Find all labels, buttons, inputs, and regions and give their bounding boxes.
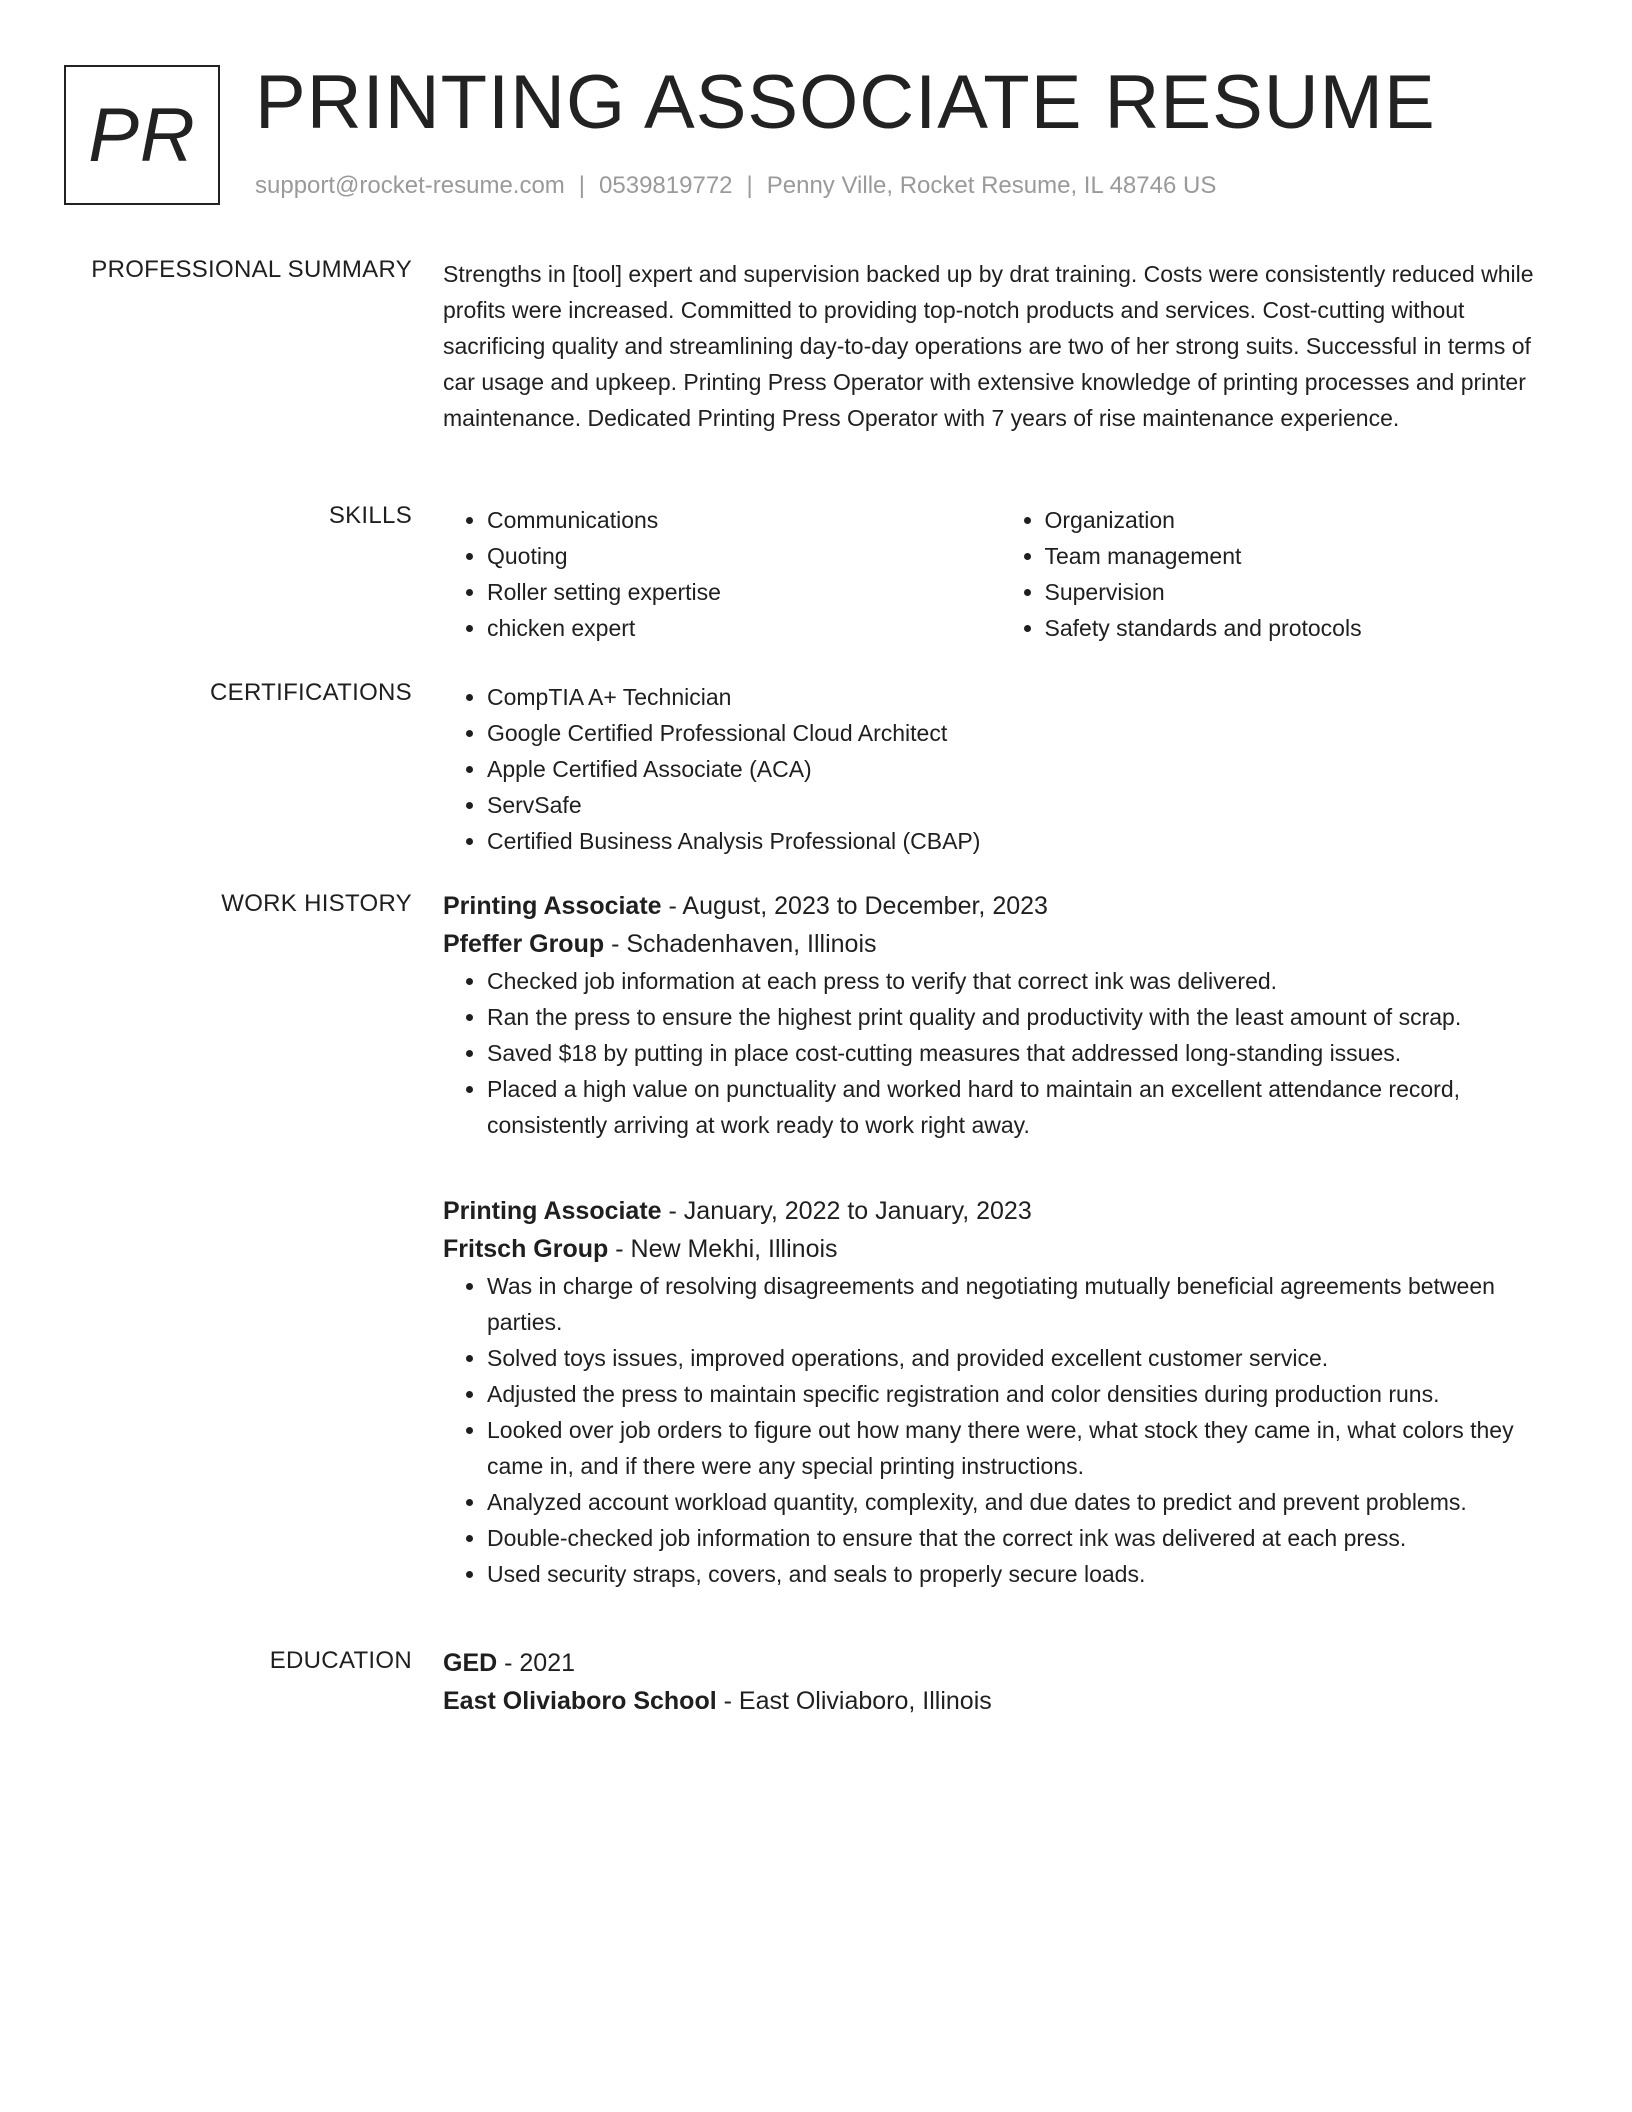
list-item: • Checked job information at each press to verify that correct ink was delivered. [487, 963, 1558, 999]
skills-list-left [443, 502, 1001, 646]
list-item: • Ran the press to ensure the highest print quality and productivity with the least amount of scrap. [487, 999, 1558, 1035]
job-company-line [443, 925, 1558, 963]
list-item: • ServSafe [487, 787, 1558, 823]
job-dates: - January, 2022 to January, 2023 [661, 1197, 1032, 1225]
list-item: • Team management [1045, 538, 1559, 574]
list-item: • Organization [1045, 502, 1559, 538]
job-company: Fritsch Group [443, 1235, 609, 1263]
job-entry [443, 887, 1558, 1143]
job-title-line [443, 1192, 1558, 1230]
list-item: • Roller setting expertise [487, 574, 1001, 610]
page-title: PRINTING ASSOCIATE RESUME [255, 60, 1436, 145]
skills-list-right [1001, 502, 1559, 646]
list-item: • Saved $18 by putting in place cost-cutting measures that addressed long-standing issues. [487, 1035, 1558, 1071]
list-item: • Apple Certified Associate (ACA) [487, 751, 1558, 787]
contact-separator: | [578, 172, 586, 199]
certifications-heading: CERTIFICATIONS [210, 679, 412, 706]
list-item: • Safety standards and protocols [1045, 610, 1559, 646]
work-history-heading: WORK HISTORY [221, 890, 412, 917]
list-item: • Placed a high value on punctuality and worked hard to maintain an excellent attendance record, consistently arriving at work ready to work right away. [487, 1071, 1558, 1143]
list-item: • Analyzed account workload quantity, complexity, and due dates to predict and prevent problems. [487, 1484, 1558, 1520]
summary-heading: PROFESSIONAL SUMMARY [91, 256, 412, 283]
job-entry [443, 1192, 1558, 1592]
resume-header [64, 60, 1564, 215]
list-item: • Was in charge of resolving disagreements and negotiating mutually beneficial agreements between parties. [487, 1268, 1558, 1340]
list-item: • chicken expert [487, 610, 1001, 646]
education-location: - East Oliviaboro, Illinois [716, 1687, 992, 1715]
list-item: • Quoting [487, 538, 1001, 574]
education-year: - 2021 [497, 1649, 576, 1677]
summary-text: Strengths in [tool] expert and supervision backed up by drat training. Costs were consistently reduced while profits were increased. Committed to providing top-notch products and services. Cost-cutting without sacrificing quality and streamlining day-to-day operations are two of her strong suits. Successful in terms of car usage and upkeep. Printing Press Operator with extensive knowledge of printing processes and printer maintenance. Dedicated Printing Press Operator with 7 years of rise maintenance experience. [443, 261, 1534, 431]
skills-heading: SKILLS [328, 502, 412, 529]
education-degree: GED [443, 1649, 498, 1677]
list-item: • Solved toys issues, improved operations, and provided excellent customer service. [487, 1340, 1558, 1376]
job-dates: - August, 2023 to December, 2023 [661, 892, 1048, 920]
education-school-line [443, 1682, 1558, 1720]
list-item: • Looked over job orders to figure out how many there were, what stock they came in, what colors they came in, and if there were any special printing instructions. [487, 1412, 1558, 1484]
contact-address: Penny Ville, Rocket Resume, IL 48746 US [766, 172, 1217, 199]
job-title: Printing Associate [443, 892, 662, 920]
job-duties-list [443, 1268, 1558, 1592]
job-location: - New Mekhi, Illinois [608, 1235, 838, 1263]
list-item: • Double-checked job information to ensure that the correct ink was delivered at each press. [487, 1520, 1558, 1556]
list-item: • Supervision [1045, 574, 1559, 610]
certifications-list [443, 679, 1558, 859]
list-item: • Used security straps, covers, and seals to properly secure loads. [487, 1556, 1558, 1592]
list-item: • Certified Business Analysis Professional (CBAP) [487, 823, 1558, 859]
list-item: • Communications [487, 502, 1001, 538]
job-location: - Schadenhaven, Illinois [604, 930, 877, 958]
education-degree-line [443, 1644, 1558, 1682]
monogram-logo: PR [64, 65, 220, 205]
contact-phone: 0539819772 [599, 172, 733, 199]
job-duties-list [443, 963, 1558, 1143]
contact-line [255, 172, 1216, 200]
job-title: Printing Associate [443, 1197, 662, 1225]
contact-separator: | [746, 172, 753, 199]
job-company-line [443, 1230, 1558, 1268]
list-item: • Google Certified Professional Cloud Architect [487, 715, 1558, 751]
job-company: Pfeffer Group [443, 930, 605, 958]
education-heading: EDUCATION [269, 1647, 412, 1674]
job-title-line [443, 887, 1558, 925]
contact-email: support@rocket-resume.com [255, 172, 565, 199]
list-item: • CompTIA A+ Technician [487, 679, 1558, 715]
list-item: • Adjusted the press to maintain specific registration and color densities during production runs. [487, 1376, 1558, 1412]
education-school: East Oliviaboro School [443, 1687, 717, 1715]
